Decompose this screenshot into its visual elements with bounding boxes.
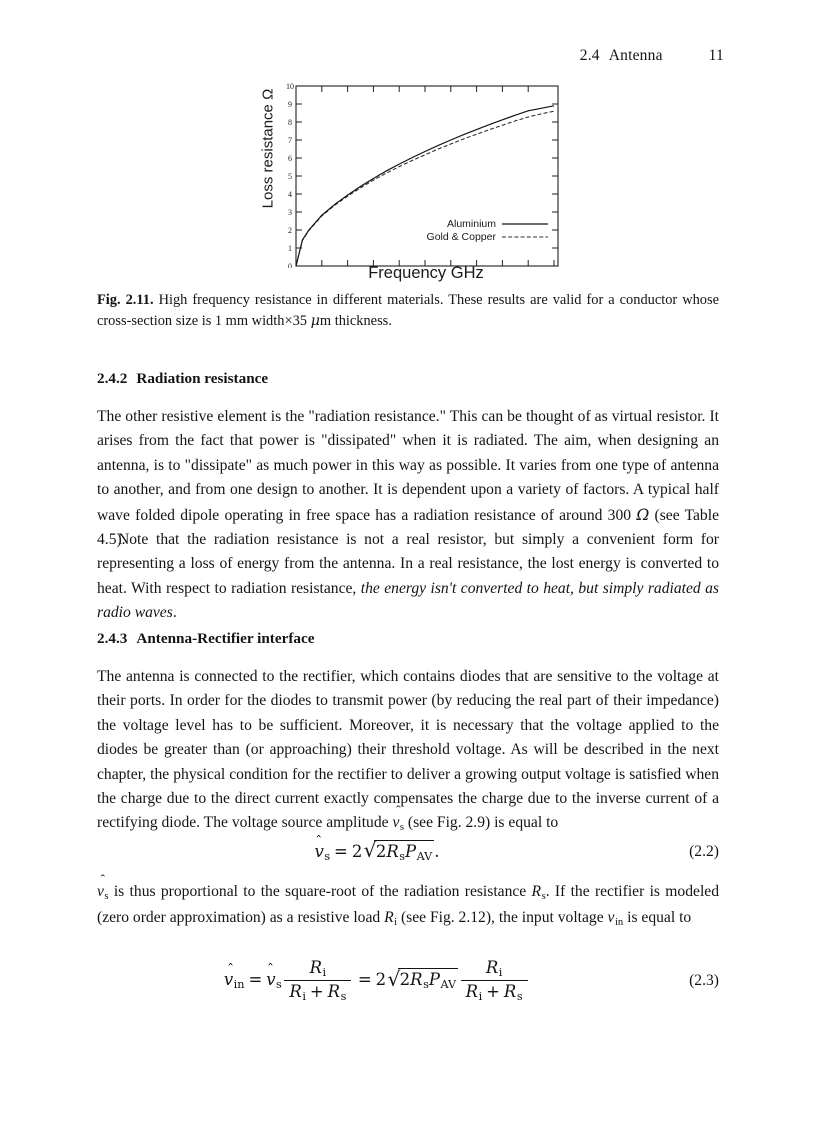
eq2-2-rs: R <box>386 841 399 861</box>
ri-inline: R <box>384 908 394 926</box>
page-number: 11 <box>708 47 724 64</box>
svg-text:6: 6 <box>288 154 292 163</box>
header-section-title: Antenna <box>608 47 663 64</box>
chart-loss-resistance <box>236 78 576 283</box>
hat-accent-icon <box>266 963 282 977</box>
svg-text:2: 2 <box>288 226 292 235</box>
equation-2-2-body <box>97 840 657 863</box>
section-heading-2-4-2 <box>97 370 719 388</box>
legend-label-aluminium: Aluminium <box>446 218 496 230</box>
svg-text:4: 4 <box>288 190 292 199</box>
eq2-3-frac1-denominator: Ri + Rs <box>284 980 351 1003</box>
figure-2-11 <box>236 78 576 283</box>
section-2-4-2-number: 2.4.2 <box>97 370 128 387</box>
eq2-3-equals: = <box>248 970 263 990</box>
equation-2-2-row <box>97 840 719 863</box>
equation-2-3-body <box>97 958 657 1003</box>
running-header <box>580 47 724 65</box>
eq2-3-vs: vs <box>266 970 282 991</box>
eq2-3-lhs: vin <box>224 970 245 991</box>
eq2-3-frac1-numerator: Ri <box>309 958 327 980</box>
svg-text:5: 5 <box>288 172 292 181</box>
eq2-3-coefficient: 2 <box>375 970 387 990</box>
figure-caption <box>97 290 719 331</box>
paragraph-text: The other resistive element is the "radiation resistance." This can be thought of as virtual resistor. It arises from the fact that power is "dissipated" when it is radiated. The aim, when designing an antenna, is to "dissipate" as much power in this way as possible. It varies from one type of antenna to another, and from one design to another. It is dependent upon a variety of factors. A typical half wave folded dipole operating in free space has a radiation resistance of around 300 <box>97 408 719 524</box>
paragraph-italic-emphasis: the energy isn't converted to heat, but simply radiated as radio waves <box>97 579 719 622</box>
paragraph-text-tail: . <box>172 604 177 622</box>
figure-caption-text-a: High frequency resistance in different materials. These results are valid for a conductor whose cross-section size is 1 mm width×35 <box>97 292 719 329</box>
section-2-4-2-title: Radiation resistance <box>136 370 269 387</box>
eq2-2-radicand-coef: 2 <box>375 841 387 861</box>
y-axis-label-text: Loss resistance Ω <box>259 88 277 209</box>
vin-inline: v <box>607 908 615 926</box>
figure-caption-text-b: m thickness. <box>319 312 392 329</box>
figure-caption-mu: μ <box>310 312 320 329</box>
eq2-2-coefficient: 2 <box>351 841 363 861</box>
rs-inline: R <box>531 883 542 900</box>
v-hat-s-inline: vs <box>392 811 404 837</box>
svg-text:8: 8 <box>288 118 292 127</box>
equation-2-3-number: (2.3) <box>689 971 719 989</box>
section-heading-2-4-3 <box>97 630 719 648</box>
section-2-4-3-number: 2.4.3 <box>97 630 128 647</box>
hat-accent-icon <box>97 873 109 886</box>
paragraph-text-tail: (see Fig. 2.9) is equal to <box>404 814 559 832</box>
paragraph-text: The antenna is connected to the rectifier, which contains diodes that are sensitive to the voltage at their ports. In order for the diodes to transmit power (by reducing the real part of their impedance) the voltage level has to be sufficient. Moreover, it is necessary that the voltage applied to the diodes be greater than (or approaching) their threshold voltage. As will be described in the next chapter, the physical condition for the rectifier to deliver a growing output voltage is satisfied when the charge due to the direct current exactly compensates the charge due to the inverse current of a rectifying diode. The voltage source amplitude <box>97 668 719 832</box>
eq2-2-lhs: vs <box>314 842 330 863</box>
svg-text:10: 10 <box>286 82 294 91</box>
eq2-3-frac2-denominator: Ri + Rs <box>461 980 528 1003</box>
svg-text:9: 9 <box>288 100 292 109</box>
equation-2-2-number: (2.2) <box>689 842 719 860</box>
equation-2-3-row <box>97 958 719 1003</box>
interstitial-b: . If the rectifier is modeled (zero order approximation) as a resistive load <box>97 883 719 926</box>
svg-text:1: 1 <box>288 244 292 253</box>
eq2-2-period: . <box>434 841 440 861</box>
paragraph-2-4-2-second <box>97 528 719 626</box>
hat-accent-icon <box>314 835 330 849</box>
omega-symbol: Ω <box>636 505 650 524</box>
v-hat-s-inline: vs <box>97 880 109 906</box>
hat-accent-icon <box>392 804 404 817</box>
paragraph-text-tail: (see Table 4.5). <box>97 506 719 548</box>
eq2-3-sqrt <box>387 968 458 991</box>
interstitial-c: (see Fig. 2.12), the input voltage <box>397 908 608 926</box>
chart-y-tick-labels <box>286 82 294 268</box>
chart-x-axis-label: Frequency GHz <box>368 264 484 282</box>
svg-text:7: 7 <box>288 136 292 145</box>
eq2-2-equals: = <box>334 841 348 861</box>
eq2-3-radicand: 2RsPAV <box>399 970 457 992</box>
hat-accent-icon <box>224 963 245 977</box>
paragraph-2-4-3-first <box>97 665 719 837</box>
figure-caption-label: Fig. 2.11. <box>97 292 154 308</box>
section-2-4-3-title: Antenna-Rectifier interface <box>136 630 315 647</box>
eq2-3-frac2-numerator: Ri <box>485 958 503 980</box>
eq2-3-fraction-2 <box>461 958 528 1003</box>
eq2-3-fraction-1 <box>284 958 351 1003</box>
svg-text:3: 3 <box>288 208 292 217</box>
interstitial-a: is thus proportional to the square-root of the radiation resistance <box>108 883 532 900</box>
interstitial-d: is equal to <box>623 908 692 926</box>
svg-text:0: 0 <box>288 262 292 268</box>
paragraph-text: Note that the radiation resistance is not a real resistor, but simply a convenient form for representing a loss of energy from the antenna. In a real resistance, the lost energy is converted to heat. With respect to radiation resistance, <box>97 531 719 597</box>
header-section-number: 2.4 <box>579 47 600 64</box>
eq2-2-pav: P <box>405 841 417 861</box>
chart-plot-svg <box>270 78 570 268</box>
eq2-3-equals-2: = <box>357 970 372 990</box>
eq2-2-radicand: 2RsPAV <box>375 841 433 864</box>
legend-label-gold-copper: Gold & Copper <box>426 231 496 243</box>
paragraph-after-eq-2-2: vs is thus proportional to the square-root of the radiation resistance Rs. If the rectifier is modeled (zero order approximation) as a resistive load Ri (see Fig. 2.12), the input voltage vin is equal to <box>97 880 719 931</box>
eq2-2-sqrt <box>364 840 435 863</box>
